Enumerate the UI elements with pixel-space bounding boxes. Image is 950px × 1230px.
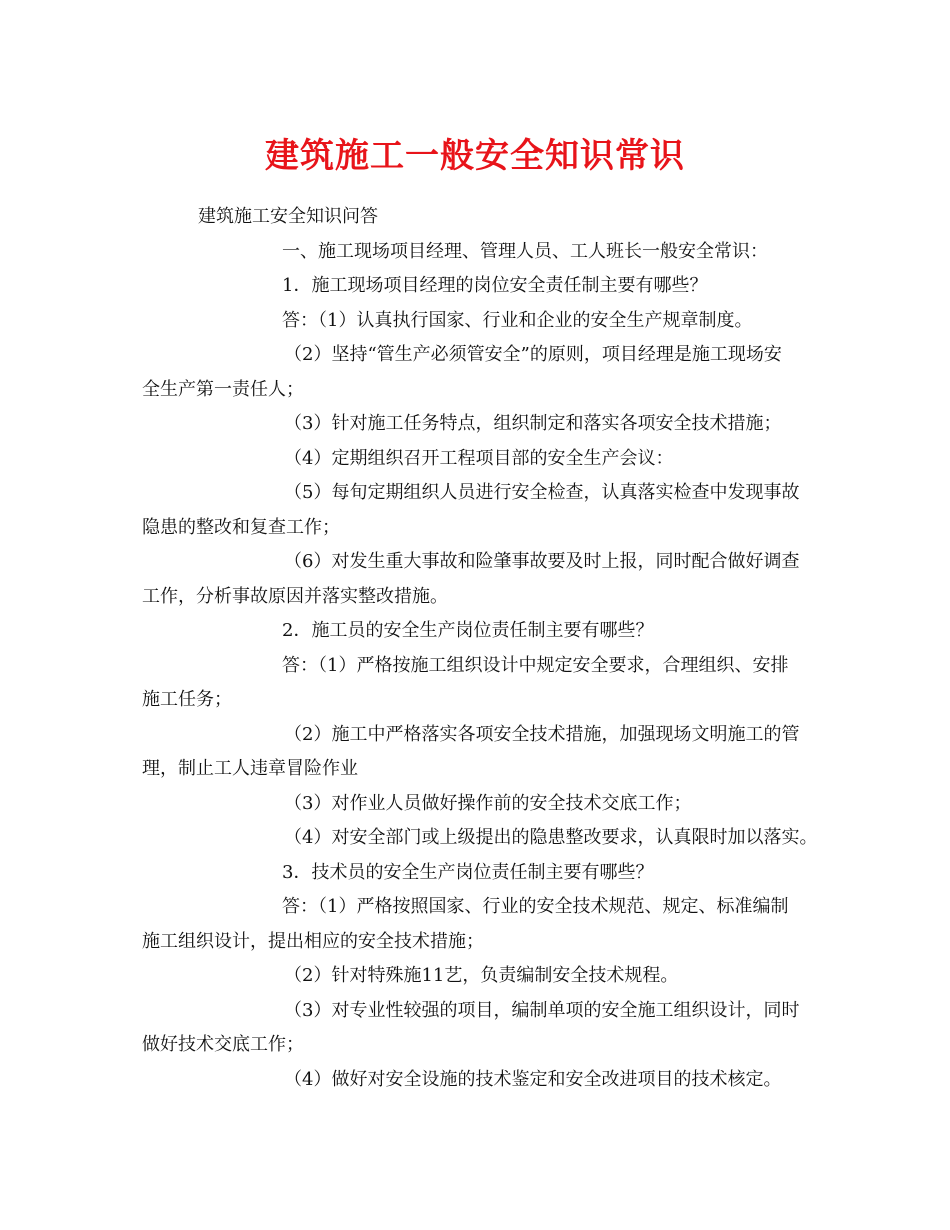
answer-line: 答：（1）严格按施工组织设计中规定安全要求，合理组织、安排 xyxy=(282,654,789,676)
answer-item-line: （6）对发生重大事故和险肇事故要及时上报，同时配合做好调查 xyxy=(284,551,800,572)
continuation-line: 工作，分析事故原因并落实整改措施。 xyxy=(142,585,448,607)
continuation-line: 做好技术交底工作； xyxy=(142,1034,304,1055)
answer-item-line: （4）做好对安全设施的技术鉴定和安全改进项目的技术核定。 xyxy=(284,1068,782,1090)
answer-line: 答：（1）严格按照国家、行业的安全技术规范、规定、标准编制 xyxy=(282,896,789,917)
continuation-line: 理，制止工人违章冒险作业 xyxy=(142,758,358,779)
document-subtitle: 建筑施工安全知识问答 xyxy=(198,206,378,227)
answer-item-line: （3）对作业人员做好操作前的安全技术交底工作； xyxy=(284,792,692,814)
answer-item-line: （2）施工中严格落实各项安全技术措施，加强现场文明施工的管 xyxy=(284,723,800,745)
answer-item-line: （3）对专业性较强的项目，编制单项的安全施工组织设计，同时 xyxy=(284,999,800,1021)
continuation-line: 施工组织设计，提出相应的安全技术措施； xyxy=(142,930,484,952)
answer-item-line: （2）针对特殊施11艺，负责编制安全技术规程。 xyxy=(284,965,679,986)
question-line: 2．施工员的安全生产岗位责任制主要有哪些？ xyxy=(282,620,654,641)
question-line: 1．施工现场项目经理的岗位安全责任制主要有哪些？ xyxy=(282,275,708,296)
document-body xyxy=(142,200,830,1097)
continuation-line: 施工任务； xyxy=(142,689,232,710)
paragraph-list xyxy=(142,269,830,1097)
answer-item-line: （4）定期组织召开工程项目部的安全生产会议： xyxy=(284,447,674,469)
question-line: 3．技术员的安全生产岗位责任制主要有哪些？ xyxy=(282,861,654,883)
continuation-line: 全生产第一责任人； xyxy=(142,378,304,400)
answer-item-line: （2）坚持“管生产必须管安全”的原则，项目经理是施工现场安 xyxy=(284,344,782,365)
continuation-line: 隐患的整改和复查工作； xyxy=(142,516,340,538)
answer-item-line: （3）针对施工任务特点，组织制定和落实各项安全技术措施； xyxy=(284,413,782,434)
section-heading: 一、施工现场项目经理、管理人员、工人班长一般安全常识： xyxy=(282,240,768,262)
answer-item-line: （5）每旬定期组织人员进行安全检查，认真落实检查中发现事故 xyxy=(284,482,800,503)
answer-line: 答：（1）认真执行国家、行业和企业的安全生产规章制度。 xyxy=(282,309,753,331)
answer-item-line: （4）对安全部门或上级提出的隐患整改要求，认真限时加以落实。 xyxy=(284,827,818,848)
document-title: 建筑施工一般安全知识常识 xyxy=(265,136,685,176)
